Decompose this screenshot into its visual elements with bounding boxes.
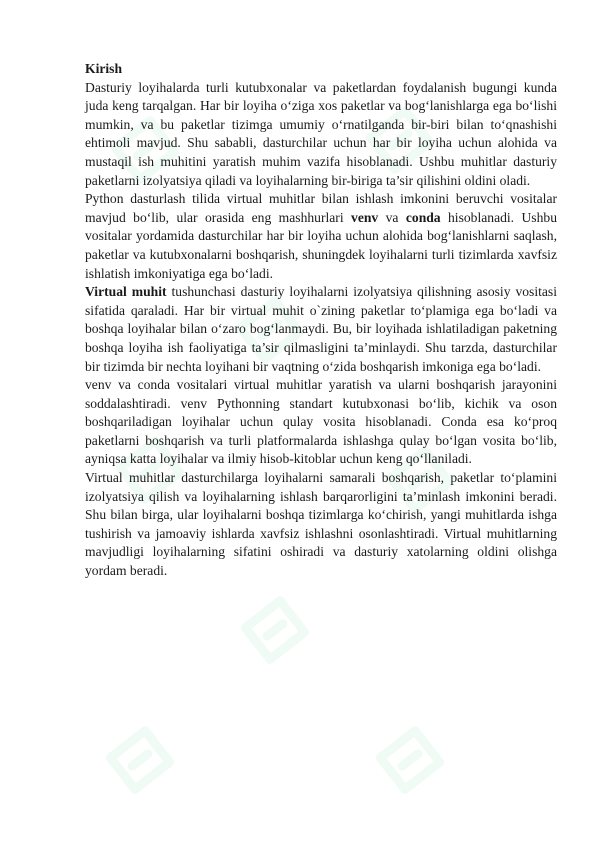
paragraph-text: tushunchasi dasturiy loyihalarni izolyatsiya qilishning asosiy vositasi sifatida qaraladi. Har bir virtual muhit o`zining paketlar to‘plamiga ega bo‘ladi va boshqa loyihalar bilan o‘zaro bog‘lanmaydi. Bu, bir loyihada ishlatiladigan paketning boshqa loyiha ish faoliyatiga ta’sir qilmasligini ta’minlaydi. Shu tarzda, dasturchilar bir tizimda bir nechta loyihani bir vaqtning o‘zida boshqarish imkoniga ega bo‘ladi. (85, 284, 557, 374)
document-body (85, 60, 557, 581)
paragraph-text: Python dasturlash tilida virtual muhitlar bilan ishlash imkonini beruvchi vositalar mavjud bo‘lib, ular orasida eng mashhurlari (85, 191, 557, 225)
term-virtual-muhit: Virtual muhit (85, 284, 167, 300)
term-venv: venv (351, 209, 379, 225)
paragraph-intro: Dasturiy loyihalarda turli kutubxonalar va paketlardan foydalanish bugungi kunda juda keng tarqalgan. Har bir loyiha o‘ziga xos paketlar va bog‘lanishlarga ega bo‘lishi mumkin, va bu paketlar tizimga umumiy o‘rnatilganda bir-biri bilan to‘qnashishi ehtimoli mavjud. Shu sababli, dasturchilar uchun har bir loyiha uchun alohida va mustaqil ish muhitini yaratish muhim vazifa hisoblanadi. Ushbu muhitlar dasturiy paketlarni izolyatsiya qiladi va loyihalarning bir-biriga ta’sir qilishini oldini oladi. (85, 79, 557, 188)
watermark-glyph-icon (110, 731, 169, 790)
paragraph-venv-conda: venv va conda vositalari virtual muhitlar yaratish va ularni boshqarish jarayonini soddalashtiradi. venv Pythonning standart kutubxonasi bo‘lib, kichik va oson boshqariladigan loyihalar uchun qulay vosita hisoblanadi. Conda esa ko‘proq paketlarni boshqarish va turli platformalarda ishlashga qulay bo‘lgan vosita bo‘lib, ayniqsa katta loyihalar va ilmiy hisob-kitoblar uchun keng qo‘llaniladi. (85, 377, 557, 467)
paragraph-python-tools (85, 190, 557, 283)
watermark-glyph-icon (380, 731, 439, 790)
paragraph-conclusion: Virtual muhitlar dasturchilarga loyihalarni samarali boshqarish, paketlar to‘plamini izolyatsiya qilish va loyihalarning ishlash barqarorligini ta’minlash imkonini beradi. Shu bilan birga, ular loyihalarni boshqa tizimlarga ko‘chirish, yangi muhitlarda ishga tushirish va jamoaviy ishlarda xavfsiz ishlashni osonlashtiradi. Virtual muhitlarning mavjudligi loyihalarning sifatini oshiradi va dasturiy xatolarning oldini olishga yordam beradi. (85, 470, 557, 579)
paragraph-text: va (378, 209, 406, 225)
paragraph-text: hisoblanadi. Ushbu vositalar yordamida dasturchilar har bir loyiha uchun alohida bog‘lanishlarni saqlash, paketlar va kutubxonalarni boshqarish, shuningdek loyihalarni turli tizimlarda xavfsiz ishlatish imkoniyatiga ega bo‘ladi. (85, 209, 557, 281)
section-heading: Kirish (85, 61, 123, 76)
watermark-glyph-icon (245, 601, 304, 660)
term-conda: conda (405, 209, 441, 225)
paragraph-virtual-env (85, 283, 557, 376)
